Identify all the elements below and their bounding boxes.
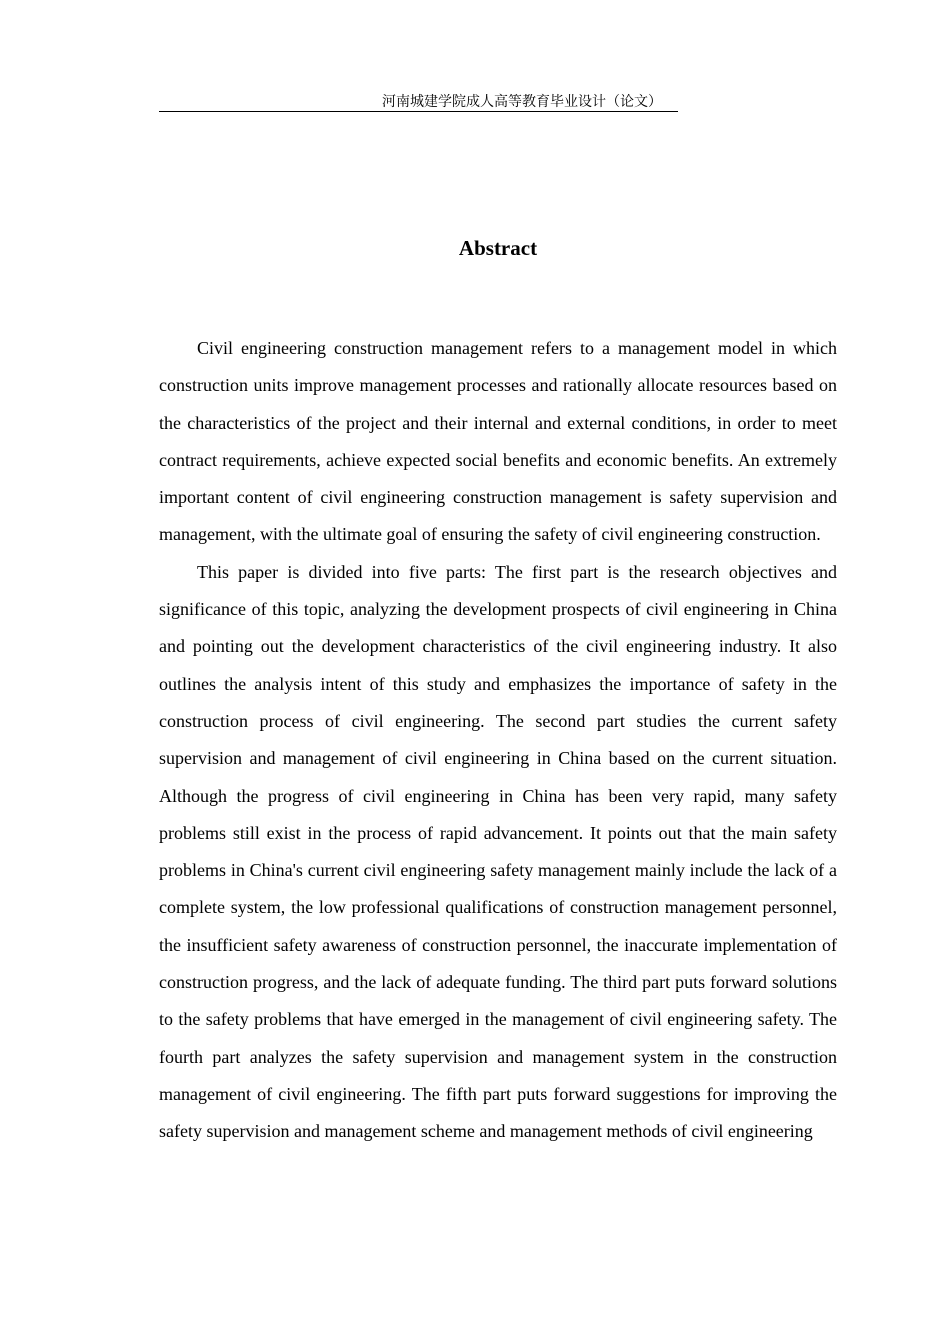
abstract-paragraph-2: This paper is divided into five parts: The first part is the research objectives and significance of this topic, analyzing the development prospects of civil engineering in China and pointing out the development characteristics of the civil engineering industry. It also outlines the analysis intent of this study and emphasizes the importance of safety in the construction process of civil engineering. The second part studies the current safety supervision and management of civil engineering in China based on the current situation. Although the progress of civil engineering in China has been very rapid, many safety problems still exist in the process of rapid advancement. It points out that the main safety problems in China's current civil engineering safety management mainly include the lack of a complete system, the low professional qualifications of construction management personnel, the insufficient safety awareness of construction personnel, the inaccurate implementation of construction progress, and the lack of adequate funding. The third part puts forward solutions to the safety problems that have emerged in the management of civil engineering safety. The fourth part analyzes the safety supervision and management system in the construction management of civil engineering. The fifth part puts forward suggestions for improving the safety supervision and management scheme and management methods of civil engineering: [159, 561, 837, 1142]
abstract-body: [159, 330, 837, 1230]
abstract-paragraph-1: Civil engineering construction management refers to a management model in which construction units improve management processes and rationally allocate resources based on the characteristics of the project and their internal and external conditions, in order to meet contract requirements, achieve expected social benefits and economic benefits. An extremely important content of civil engineering construction management is safety supervision and management, with the ultimate goal of ensuring the safety of civil engineering construction.: [159, 338, 837, 545]
abstract-title: Abstract: [458, 236, 538, 260]
running-header: 河南城建学院成人高等教育毕业设计（论文）: [159, 92, 678, 112]
